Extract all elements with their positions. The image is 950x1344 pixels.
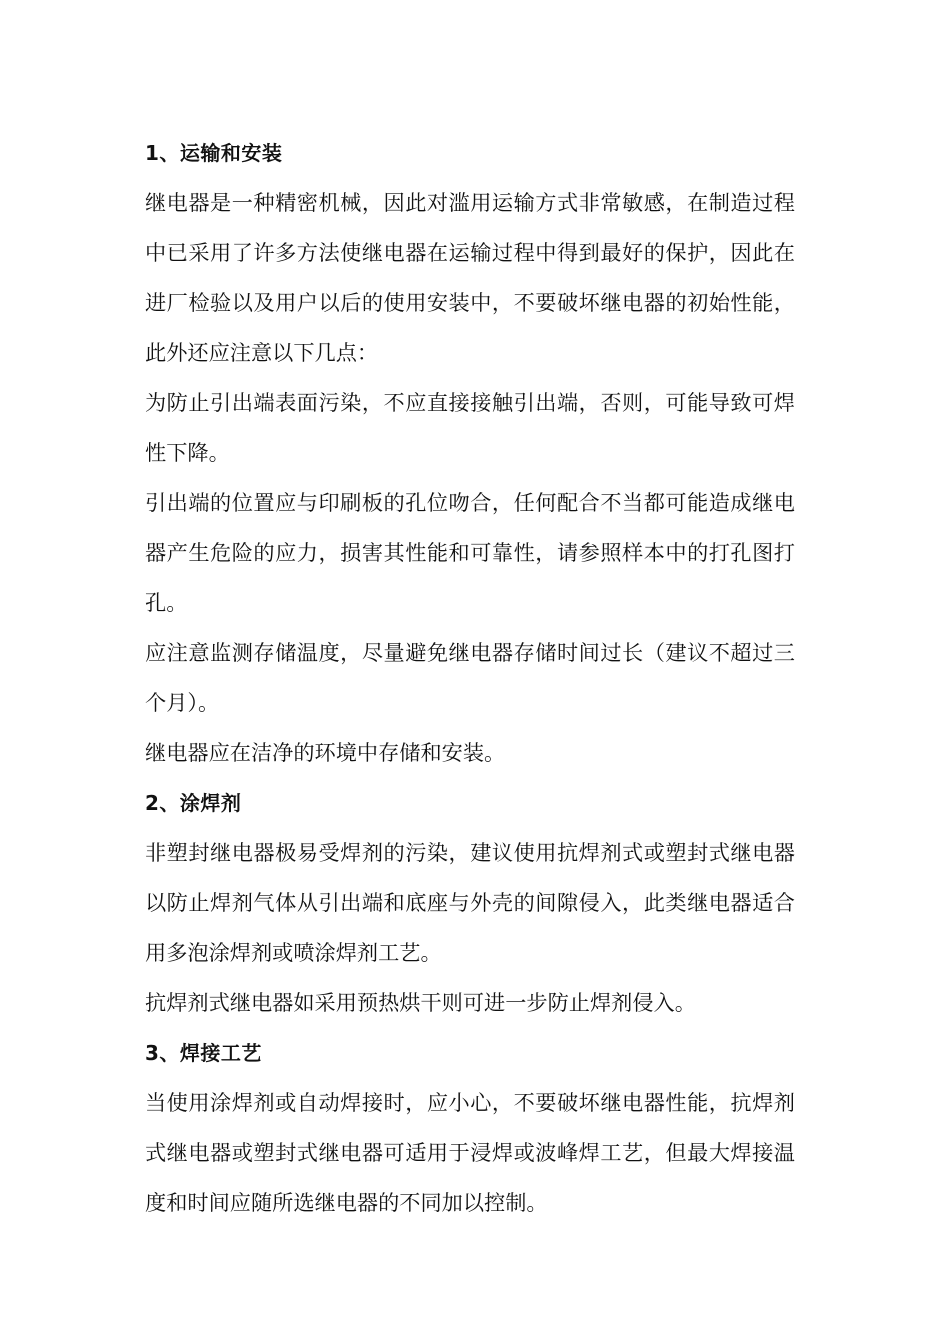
paragraph: 应注意监测存储温度，尽量避免继电器存储时间过长（建议不超过三个月）。 (145, 640, 795, 715)
document-page (145, 128, 795, 1228)
paragraph: 非塑封继电器极易受焊剂的污染，建议使用抗焊剂式或塑封式继电器以防止焊剂气体从引出端和底座与外壳的间隙侵入，此类继电器适合用多泡涂焊剂或喷涂焊剂工艺。 (145, 840, 795, 965)
paragraph: 为防止引出端表面污染，不应直接接触引出端，否则，可能导致可焊性下降。 (145, 390, 795, 465)
section-heading-soldering: 3、焊接工艺 (145, 1041, 262, 1065)
paragraph: 继电器是一种精密机械，因此对滥用运输方式非常敏感，在制造过程中已采用了许多方法使继电器在运输过程中得到最好的保护，因此在进厂检验以及用户以后的使用安装中，不要破坏继电器的初始性能，此外还应注意以下几点： (145, 190, 795, 365)
section-heading-transport: 1、运输和安装 (145, 141, 283, 165)
paragraph: 当使用涂焊剂或自动焊接时，应小心，不要破坏继电器性能，抗焊剂式继电器或塑封式继电器可适用于浸焊或波峰焊工艺，但最大焊接温度和时间应随所选继电器的不同加以控制。 (145, 1090, 795, 1215)
paragraph: 继电器应在洁净的环境中存储和安装。 (145, 740, 506, 765)
paragraph: 抗焊剂式继电器如采用预热烘干则可进一步防止焊剂侵入。 (145, 990, 696, 1015)
section-heading-flux: 2、涂焊剂 (145, 791, 242, 815)
paragraph: 引出端的位置应与印刷板的孔位吻合，任何配合不当都可能造成继电器产生危险的应力，损害其性能和可靠性，请参照样本中的打孔图打孔。 (145, 490, 795, 615)
